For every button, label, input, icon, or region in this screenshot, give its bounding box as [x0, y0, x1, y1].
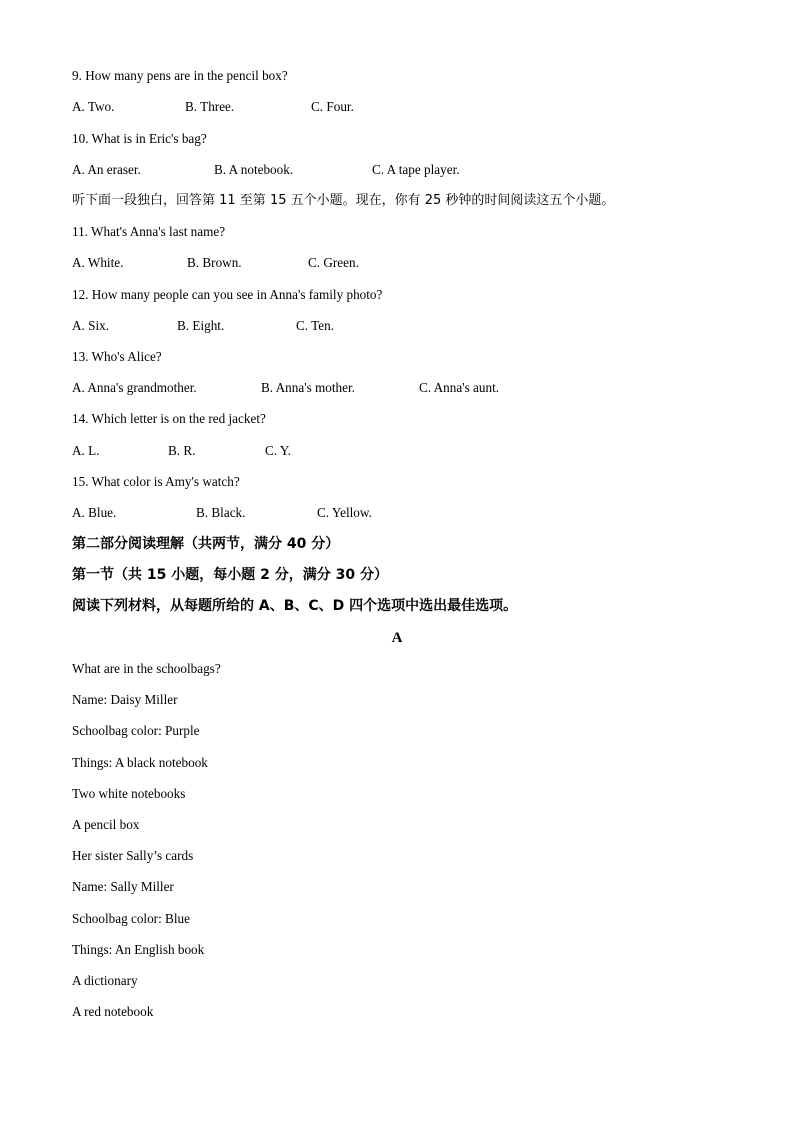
option-a: A. Two.: [72, 99, 115, 114]
option-a: A. L.: [72, 443, 100, 458]
option-a: A. Anna's grandmother.: [72, 380, 197, 395]
option-b: B. Eight.: [177, 318, 225, 333]
passage-line: Things: An English book: [72, 942, 205, 957]
option-b: B. Three.: [185, 99, 235, 114]
option-b: B. Brown.: [187, 255, 242, 270]
option-c: C. Four.: [311, 99, 354, 114]
question-14: 14. Which letter is on the red jacket?: [72, 411, 266, 426]
option-c: C. Y.: [265, 443, 292, 458]
option-c: C. A tape player.: [372, 162, 460, 177]
passage-line: A red notebook: [72, 1004, 154, 1019]
option-c: C. Green.: [308, 255, 359, 270]
passage-line: Her sister Sally’s cards: [72, 848, 194, 863]
option-a: A. Six.: [72, 318, 110, 333]
part-two-title: 第二部分阅读理解（共两节，满分 40 分）: [72, 536, 340, 552]
option-b: B. Black.: [196, 505, 246, 520]
question-9: 9. How many pens are in the pencil box?: [72, 68, 288, 83]
option-a: A. Blue.: [72, 505, 117, 520]
option-b: B. R.: [168, 443, 196, 458]
passage-line: Things: A black notebook: [72, 755, 208, 770]
passage-line: A dictionary: [72, 973, 138, 988]
passage-line: Schoolbag color: Blue: [72, 911, 190, 926]
option-c: C. Anna's aunt.: [419, 380, 500, 395]
passage-line: Two white notebooks: [72, 786, 186, 801]
question-10: 10. What is in Eric's bag?: [72, 131, 207, 146]
option-b: B. Anna's mother.: [261, 380, 355, 395]
question-13: 13. Who's Alice?: [72, 349, 162, 364]
section-one-title: 第一节（共 15 小题，每小题 2 分，满分 30 分）: [72, 567, 388, 583]
question-12: 12. How many people can you see in Anna's family photo?: [72, 287, 383, 302]
option-c: C. Yellow.: [317, 505, 372, 520]
option-c: C. Ten.: [296, 318, 335, 333]
passage-line: Name: Daisy Miller: [72, 692, 178, 707]
passage-line: Schoolbag color: Purple: [72, 723, 200, 738]
passage-line: A pencil box: [72, 817, 140, 832]
passage-line: What are in the schoolbags?: [72, 661, 221, 676]
monologue-instruction: 听下面一段独白，回答第 11 至第 15 五个小题。现在，你有 25 秒钟的时间阅读这五个小题。: [72, 193, 615, 208]
passage-line: Name: Sally Miller: [72, 879, 174, 894]
question-15: 15. What color is Amy's watch?: [72, 474, 240, 489]
option-a: A. White.: [72, 255, 124, 270]
passage-label: A: [391, 630, 403, 646]
option-b: B. A notebook.: [214, 162, 294, 177]
reading-instruction: 阅读下列材料，从每题所给的 A、B、C、D 四个选项中选出最佳选项。: [72, 598, 518, 614]
option-a: A. An eraser.: [72, 162, 141, 177]
question-11: 11. What's Anna's last name?: [72, 224, 226, 239]
